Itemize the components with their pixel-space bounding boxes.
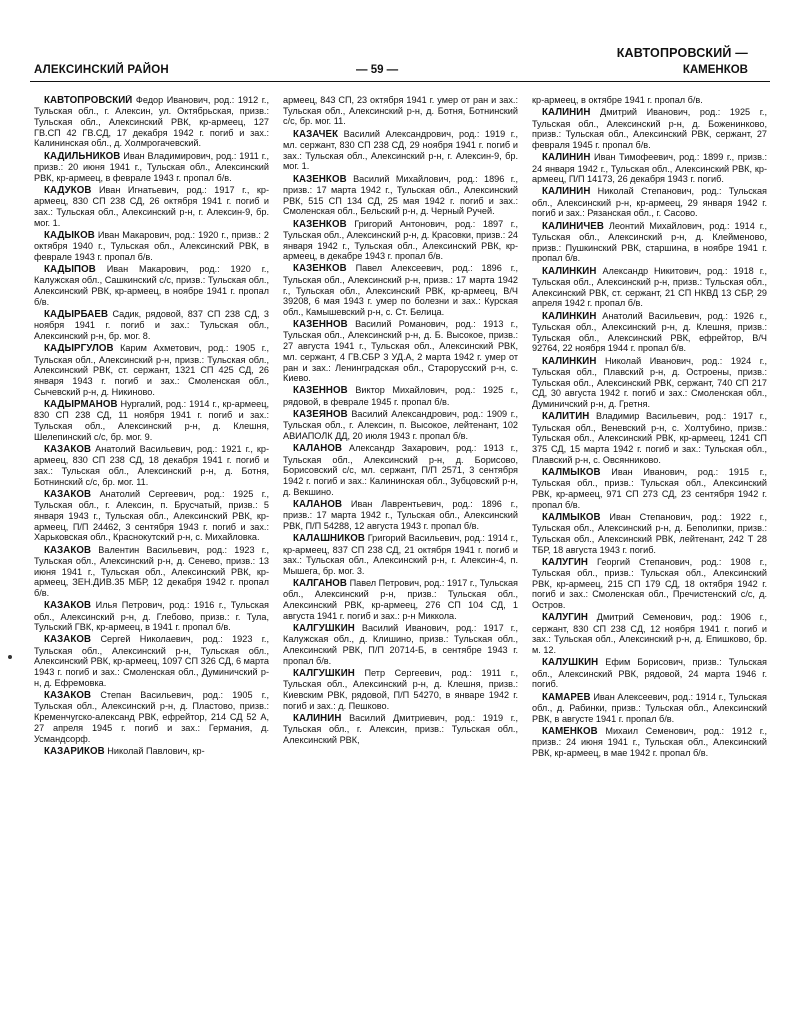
memorial-entry	[34, 309, 269, 342]
entry-text: Иван Владимирович, род.: 1911 г., призв.: 20 июня 1941 г., Тульская обл., Алексинский РВК, кр-армеец, в феврале 1943 г. пропал б/в.	[34, 150, 269, 183]
entry-surname: КАЛУГИН	[542, 612, 589, 624]
entry-surname: КАЛИНИН	[293, 713, 342, 724]
entry-text: Иван Игнатьевич, род.: 1917 г., кр-армеец, 830 СП 238 СД, 26 октября 1941 г. погиб и зах.: Тульская обл., Алексинский р-н, г. Алексин-9, бр. мог. 1.	[34, 184, 269, 228]
memorial-entry	[34, 746, 269, 757]
entry-surname: КАВТОПРОВСКИЙ	[44, 95, 133, 106]
entry-text: Иван Иванович, род.: 1915 г., Тульская обл., призв.: Тульская обл., Алексинский РВК, кр-армеец, 971 СП 273 СД, 23 сентября 1942 г. пропал б/в.	[532, 466, 767, 510]
memorial-entry	[532, 512, 767, 555]
entry-text: кр-армеец, в октябре 1941 г. пропал б/в.	[532, 95, 703, 105]
entry-text: Василий Романович, род.: 1913 г., Тульская обл., Алексинский р-н, д. Б. Высокое, призв.: 27 августа 1941 г., Тульская обл., Алексинский РВК, мл. сержант, 4 ГВ.СБР 3 УД.А, 2 марта 1942 г. умер от ран и зах.: Ленинградская обл., Старорусский р-н, с. Киево.	[283, 319, 518, 384]
entry-surname: КАЛГУШКИН	[293, 623, 355, 635]
entry-text: Николай Степанович, род.: Тульская обл., Алексинский р-н, кр-армеец, 29 января 1942 г. погиб и зах.: Рязанская обл., г. Сасово.	[532, 186, 767, 219]
entry-text: Дмитрий Семенович, род.: 1906 г., сержант, 830 СП 238 СД, 12 ноября 1941 г. погиб и зах.: Тульская обл., Алексинский р-н, д. Епишково, бр. м. 12.	[532, 612, 767, 656]
entry-surname: КАЛУГИН	[542, 556, 589, 568]
entry-text: Степан Васильевич, род.: 1905 г., Тульская обл., Алексинский р-н, д. Пластово, призв.: Кременчугско-александ РВК, ефрейтор, 214 СД 52 А, 27 апреля 1945 г. погиб и зах.: Германия, д. Усмандсорф.	[34, 690, 269, 744]
entry-surname: КАДИЛЬНИКОВ	[44, 150, 121, 162]
memorial-entry	[283, 219, 518, 262]
memorial-entry	[532, 612, 767, 655]
entry-text: Анатолий Васильевич, род.: 1926 г., Тульская обл., Алексинский р-н, д. Клешня, призв.: Тульская обл., Алексинский РВК, ефрейтор, В/Ч 92764, 22 ноября 1944 г. пропал б/в.	[532, 310, 767, 354]
memorial-entry	[283, 409, 518, 442]
entry-text: Анатолий Васильевич, род.: 1921 г., кр-армеец, 830 СП 238 СД, 18 декабря 1941 г. погиб и зах.: Тульская обл., Алексинский р-н, д. Ботня, Ботнинский с/с, бр. мог. 11.	[34, 443, 269, 487]
memorial-entry	[34, 343, 269, 397]
entry-surname: КАДЫРГУЛОВ	[44, 343, 114, 355]
entry-text: Иван Степанович, род.: 1922 г., Тульская обл., Алексинский р-н, д. Беполипки, призв.: Тульская обл., Алексинский РВК, лейтенант, 242 Т 28 ТБР, 18 августа 1943 г. погиб.	[532, 511, 767, 555]
entry-surname: КАДЫПОВ	[44, 264, 96, 276]
memorial-entry	[283, 533, 518, 576]
scan-dot	[8, 655, 12, 659]
memorial-entry	[283, 174, 518, 217]
entry-surname: КАДЫРБАЕВ	[44, 309, 109, 321]
entry-text: Карим Ахметович, род.: 1905 г., Тульская обл., Алексинский р-н, призв.: Тульская обл., Алексинский РВК, ст. сержант, 1321 СП 425 СД, 26 января 1943 г. погиб и зах.: Смоленская обл., Сычевский р-н, д. Никиново.	[34, 343, 269, 397]
entry-surname: КАЗЕНКОВ	[293, 263, 347, 275]
entries-columns	[34, 95, 768, 1023]
entry-text: Григорий Васильевич, род.: 1914 г., кр-армеец, 837 СП 238 СД, 21 октября 1941 г. погиб и зах.: Тульская обл., Алексинский р-н, г. Алексин-4, п. Мышега, бр. мог. 3.	[283, 533, 518, 576]
memorial-entry	[283, 385, 518, 407]
entry-text: Дмитрий Иванович, род.: 1925 г., Тульская обл., Алексинский р-н, д. Боженинково, призв.: Тульская обл., Алексинский РВК, сержант, 27 февраля 1945 г. пропал б/в.	[532, 107, 767, 150]
entry-surname: КАЗАРИКОВ	[44, 745, 105, 757]
entry-surname: КАЛИНКИН	[542, 265, 597, 277]
memorial-entry	[283, 623, 518, 666]
entry-surname: КАЛИНИН	[542, 186, 591, 198]
memorial-entry	[283, 263, 518, 317]
entry-surname: КАЛИТИН	[542, 411, 590, 423]
entry-surname: КАЗАКОВ	[44, 600, 92, 612]
entry-surname: КАЗАКОВ	[44, 544, 92, 556]
memorial-entry	[532, 186, 767, 219]
district-title: АЛЕКСИНСКИЙ РАЙОН	[34, 64, 169, 76]
entry-surname: КАЛИНИН	[542, 107, 591, 119]
entry-text: Василий Александрович, род.: 1919 г., мл. сержант, 830 СП 238 СД, 29 ноября 1941 г. погиб и зах.: Тульская обл., Алексинский р-н, г. Алексин-9, бр. мог. 1.	[283, 128, 518, 172]
column-3	[532, 95, 767, 1023]
entry-surname: КАЗАКОВ	[44, 488, 92, 500]
entry-surname: КАЛАНОВ	[293, 498, 343, 510]
entry-surname: КАЗЕННОВ	[293, 319, 348, 331]
entry-text: Павел Петрович, род.: 1917 г., Тульская обл., Алексинский р-н, призв.: Тульская обл., Алексинский РВК, кр-армеец, 276 СП 104 СД, 1 августа 1941 г. погиб и зах.: р-н Миккола.	[283, 578, 518, 621]
page-header	[0, 0, 800, 90]
entry-text: Иван Тимофеевич, род.: 1899 г., призв.: 24 января 1942 г., Тульская обл., Алексинский РВК, кр-армеец, П/П 14173, 26 декабря 1943 г. погиб.	[532, 152, 767, 185]
entry-surname: КАЛИНКИН	[542, 310, 597, 322]
entry-surname: КАЛАНОВ	[293, 443, 343, 455]
entry-surname: КАМАРЕВ	[542, 691, 591, 703]
entry-text: Николай Иванович, род.: 1924 г., Тульская обл., Плавский р-н, д. Остроены, призв.: Тульская обл., Алексинский РВК, сержант, 740 СП 217 СД, 30 августа 1942 г. погиб и зах.: Смоленская обл., Думиничский р-н, д. Гретня.	[532, 355, 767, 409]
entry-text: Иван Лаврентьевич, род.: 1896 г., призв.: 17 марта 1942 г., Тульская обл., Алексинский РВК, П/П 54288, 12 августа 1943 г. пропал б/в.	[283, 498, 518, 531]
memorial-entry	[34, 151, 269, 184]
memorial-entry	[283, 668, 518, 711]
entry-surname: КАЛГУШКИН	[293, 668, 355, 680]
entry-surname: КАЗАКОВ	[44, 443, 92, 455]
memorial-entry	[532, 467, 767, 510]
memorial-entry	[532, 356, 767, 410]
entry-surname: КАЗАКОВ	[44, 634, 92, 646]
column-1	[34, 95, 269, 1023]
entry-text: Валентин Васильевич, род.: 1923 г., Тульская обл., Алексинский р-н, д. Сенево, призв.: 13 июня 1941 г., Тульская обл., Алексинский РВК, кр-армеец, ЗЕН.ДИВ.35 МБР, 12 декабря 1942 г. пропал б/в.	[34, 544, 269, 598]
entry-surname: КАДЫРМАНОВ	[44, 398, 118, 410]
memorial-entry	[34, 600, 269, 633]
entry-text: Ефим Борисович, призв.: Тульская обл., Алексинский РВК, рядовой, 24 марта 1946 г. погиб.	[532, 657, 767, 690]
entry-text: Анатолий Сергеевич, род.: 1925 г., Тульская обл., г. Алексин, п. Брусчатый, призв.: 5 января 1943 г., Тульская обл., Алексинский РВК, кр-армеец, П/П 24462, 3 сентября 1943 г. погиб и зах.: Харьковская обл., Краснокутский р-н, с. Михайловка.	[34, 488, 269, 543]
entry-text: Василий Александрович, род.: 1909 г., Тульская обл., г. Алексин, п. Высокое, лейтенант, 102 АВИАПОЛК ДД, 20 июля 1943 г. пропал б/в.	[283, 409, 518, 442]
entry-surname: КАЗЕЯНОВ	[293, 409, 348, 421]
memorial-entry	[532, 692, 767, 725]
running-head-last: КАМЕНКОВ	[682, 64, 748, 76]
memorial-entry	[532, 411, 767, 465]
entry-text: армеец, 843 СП, 23 октября 1941 г. умер от ран и зах.: Тульская обл., Алексинский р-н, д. Ботня, Ботнинский с/с, бр. мог. 11.	[283, 95, 518, 127]
memorial-entry	[34, 185, 269, 228]
entry-surname: КАЛМЫКОВ	[542, 511, 601, 523]
running-head-first: КАВТОПРОВСКИЙ —	[616, 46, 748, 60]
entry-surname: КАЛУШКИН	[542, 657, 599, 669]
entry-surname: КАЗЕННОВ	[293, 385, 348, 397]
memorial-entry	[283, 443, 518, 497]
entry-text: Сергей Николаевич, род.: 1923 г., Тульская обл., Алексинский р-н, Тульская обл., Алексинский РВК, кр-армеец, 1097 СП 326 СД, 6 марта 1943 г. погиб и зах.: Смоленская обл., Думиничский р-н, д. Ефремовка.	[34, 634, 269, 688]
column-2	[283, 95, 518, 1023]
entry-text: Александр Никитович, род.: 1918 г., Тульская обл., Алексинский р-н, призв.: Тульская обл., Алексинский РВК, ст. сержант, 21 СП НКВД 13 СБР, 29 апреля 1942 г. пропал б/в.	[532, 265, 767, 309]
entry-surname: КАЛАШНИКОВ	[293, 533, 365, 545]
entry-text: Георгий Степанович, род.: 1908 г., Тульская обл., призв.: Тульская обл., Алексинский РВК, кр-армеец, 215 СП 179 СД, 18 октября 1942 г. погиб и зах.: Смоленская обл., Пречистенский с/с, д. Остров.	[532, 556, 767, 611]
entry-text: Илья Петрович, род.: 1916 г., Тульская обл., Алексинский р-н, д. Глебово, призв.: г. Тула, Тульский ГВК, кр-армеец, в 1941 г. пропал б/в.	[34, 600, 269, 633]
entry-text: Василий Дмитриевич, род.: 1919 г., Тульская обл., г. Алексин, призв.: Тульская обл., Алексинский РВК,	[283, 713, 518, 746]
entry-surname: КАЛИНКИН	[542, 355, 597, 367]
entry-text: Павел Алексеевич, род.: 1896 г., Тульская обл., Алексинский р-н, призв.: 17 марта 1942 г., Тульская обл., Алексинский РВК, кр-армеец, В/Ч 39208, 6 мая 1943 г. умер по болезни и зах.: Курская обл., Камышевский р-н, с. Ст. Белица.	[283, 263, 518, 317]
memorial-entry	[532, 95, 767, 106]
memorial-entry	[283, 95, 518, 127]
memorial-entry	[34, 444, 269, 487]
entry-surname: КАДУКОВ	[44, 184, 92, 196]
memorial-entry	[532, 152, 767, 185]
entry-surname: КАЗАЧЕК	[293, 128, 339, 140]
entry-text: Василий Михайлович, род.: 1896 г., призв.: 17 марта 1942 г., Тульская обл., Алексинский РВК, 515 СП 134 СД, 25 мая 1942 г. погиб и зах.: Смоленская обл., Бельский р-н, д. Черный Ручей.	[283, 173, 518, 217]
entry-surname: КАДЫКОВ	[44, 229, 95, 241]
entry-text: Иван Макарович, род.: 1920 г., Калужская обл., Сашкинский с/с, призв.: Тульская обл., Алексинский РВК, кр-армеец, в ноябре 1941 г. пропал б/в.	[34, 264, 269, 307]
memorial-entry	[34, 399, 269, 442]
entry-surname: КАЗЕНКОВ	[293, 218, 347, 230]
memorial-entry	[283, 129, 518, 172]
entry-text: Михаил Семенович, род.: 1912 г., призв.: 24 июня 1941 г., Тульская обл., Алексинский РВК, кр-армеец, в мае 1942 г. пропал б/в.	[532, 725, 767, 758]
entry-surname: КАЗАКОВ	[44, 690, 92, 702]
entry-text: Садик, рядовой, 837 СП 238 СД, 3 ноября 1941 г. погиб и зах.: Тульская обл., Алексинский р-н, бр. мог. 8.	[34, 309, 269, 342]
page-number: — 59 —	[356, 64, 399, 76]
entry-text: Федор Иванович, род.: 1912 г., Тульская обл., г. Алексин, ул. Октябрьская, призв.: Тульская обл., Алексинский РВК, кр-армеец, 127 ГВ.СП 42 ГВ.СД, 17 декабря 1942 г. погиб и зах.: Калининская обл., д. Холмрогачевский.	[34, 95, 269, 149]
memorial-entry	[532, 311, 767, 354]
entry-text: Григорий Антонович, род.: 1897 г., Тульская обл., Алексинский р-н, д. Красовки, призв.: 24 января 1942 г., Тульская обл., Алексинский РВК, кр-армеец, в декабре 1943 г. пропал б/в.	[283, 218, 518, 262]
entry-surname: КАЗЕНКОВ	[293, 173, 347, 185]
memorial-entry	[532, 266, 767, 309]
memorial-entry	[532, 221, 767, 264]
memorial-entry	[283, 713, 518, 746]
entry-text: Петр Сергеевич, род.: 1911 г., Тульская обл., Алексинский р-н, д. Клешня, призв.: Киевским РВК, рядовой, П/П 54270, в январе 1942 г. погиб и зах.: д. Пешково.	[283, 668, 518, 711]
memorial-entry	[34, 545, 269, 599]
header-rule	[30, 81, 770, 82]
entry-surname: КАЛГАНОВ	[293, 578, 348, 590]
memorial-entry	[34, 95, 269, 149]
memorial-entry	[283, 578, 518, 621]
entry-text: Нургалий, род.: 1914 г., кр-армеец, 830 СП 238 СД, 11 ноября 1941 г. погиб и зах.: Тульская обл., Алексинский р-н, д. Клешня, Шелепинский с/с, бр. мог. 9.	[34, 398, 269, 442]
entry-text: Леонтий Михайлович, род.: 1914 г., Тульская обл., Алексинский р-н, д. Клейменово, призв.: Пушкинский РВК, старшина, в ноябре 1941 г. пропал б/в.	[532, 220, 767, 264]
entry-surname: КАЛМЫКОВ	[542, 466, 601, 478]
memorial-entry	[34, 690, 269, 744]
entry-surname: КАМЕНКОВ	[542, 725, 598, 737]
entry-surname: КАЛИНИН	[542, 152, 591, 164]
memorial-entry	[34, 489, 269, 543]
memorial-entry	[283, 319, 518, 384]
memorial-entry	[34, 230, 269, 263]
memorial-entry	[34, 634, 269, 688]
entry-text: Александр Захарович, род.: 1913 г., Тульская обл., Алексинский р-н, д. Борисово, Борисовский с/с, мл. сержант, П/П 2571, 3 сентября 1942 г. погиб и зах.: Калининская обл., Зубцовский р-н, д. Векшино.	[283, 443, 518, 497]
entry-text: Иван Алексеевич, род.: 1914 г., Тульская обл., д. Рабинки, призв.: Тульская обл., Алексинский РВК, в августе 1941 г. пропал б/в.	[532, 691, 767, 724]
memorial-entry	[532, 657, 767, 690]
memorial-entry	[532, 557, 767, 611]
entry-text: Владимир Васильевич, род.: 1917 г., Тульская обл., Веневский р-н, с. Холтубино, призв.: Тульская обл., Алексинский РВК, кр-армеец, 1241 СП 375 СД, 15 марта 1942 г. погиб и зах.: Тульская обл., Плавский р-н, с. Овсянниково.	[532, 411, 767, 465]
memorial-entry	[532, 726, 767, 759]
memorial-entry	[532, 107, 767, 150]
entry-text: Иван Макарович, род.: 1920 г., призв.: 2 октября 1940 г., Тульская обл., Алексинский РВК, в феврале 1943 г. пропал б/в.	[34, 229, 269, 262]
entry-text: Николай Павлович, кр-	[107, 745, 205, 756]
entry-surname: КАЛИНИЧЕВ	[542, 220, 604, 232]
entry-text: Виктор Михайлович, род.: 1925 г., рядовой, в феврале 1945 г. пропал б/в.	[283, 385, 518, 407]
entry-text: Василий Иванович, род.: 1917 г., Калужская обл., д. Клишино, призв.: Тульская обл., Алексинский РВК, П/П 20714-Б, в сентябре 1943 г. пропал б/в.	[283, 623, 518, 666]
memorial-entry	[34, 264, 269, 307]
memorial-entry	[283, 499, 518, 532]
